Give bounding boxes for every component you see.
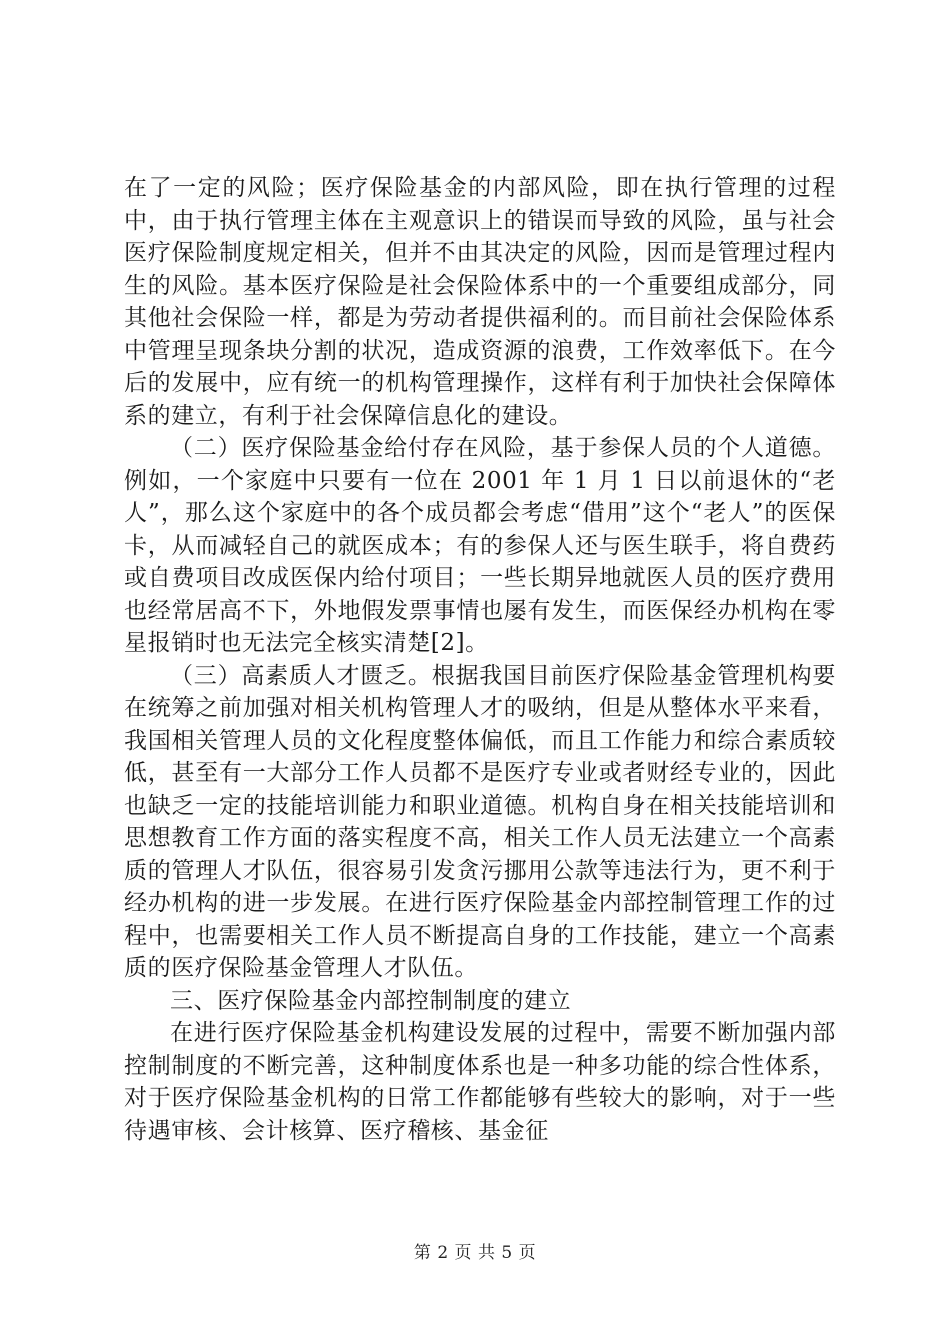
page-footer: 第 2 页 共 5 页 xyxy=(413,1243,537,1263)
paragraph-internal-control: 在进行医疗保险基金机构建设发展的过程中，需要不断加强内部控制制度的不断完善，这种制度体系也是一种多功能的综合性体系，对于医疗保险基金机构的日常工作都能够有些较大的影响，对于一些待遇审核、会计核算、医疗稽核、基金征 xyxy=(124,1020,836,1144)
body-text xyxy=(124,172,836,1147)
paragraph-talent-shortage: （三）高素质人才匮乏。根据我国目前医疗保险基金管理机构要在统筹之前加强对相关机构管理人才的吸纳，但是从整体水平来看，我国相关管理人员的文化程度整体偏低，而且工作能力和综合素质较低，甚至有一大部分工作人员都不是医疗专业或者财经专业的，因此也缺乏一定的技能培训能力和职业道德。机构自身在相关技能培训和思想教育工作方面的落实程度不高，相关工作人员无法建立一个高素质的管理人才队伍，很容易引发贪污挪用公款等违法行为，更不利于经办机构的进一步发展。在进行医疗保险基金内部控制管理工作的过程中，也需要相关工作人员不断提高自身的工作技能，建立一个高素质的医疗保险基金管理人才队伍。 xyxy=(124,662,836,981)
paragraph-payment-risk: （二）医疗保险基金给付存在风险，基于参保人员的个人道德。例如，一个家庭中只要有一位在 2001 年 1 月 1 日以前退休的“老人”，那么这个家庭中的各个成员都会考虑“借用”这个“老人”的医保卡，从而减轻自己的就医成本；有的参保人还与医生联手，将自费药或自费项目改成医保内给付项目；一些长期异地就医人员的医疗费用也经常居高不下，外地假发票事情也屡有发生，而医保经办机构在零星报销时也无法完全核实清楚[2]。 xyxy=(124,435,836,656)
paragraph-risk-continuation: 在了一定的风险；医疗保险基金的内部风险，即在执行管理的过程中，由于执行管理主体在主观意识上的错误而导致的风险，虽与社会医疗保险制度规定相关，但并不由其决定的风险，因而是管理过程内生的风险。基本医疗保险是社会保险体系中的一个重要组成部分，同其他社会保险一样，都是为劳动者提供福利的。而目前社会保险体系中管理呈现条块分割的状况，造成资源的浪费，工作效率低下。在今后的发展中，应有统一的机构管理操作，这样有利于加快社会保障体系的建立，有利于社会保障信息化的建设。 xyxy=(124,175,836,429)
section-heading-internal-control: 三、医疗保险基金内部控制制度的建立 xyxy=(170,987,572,1014)
